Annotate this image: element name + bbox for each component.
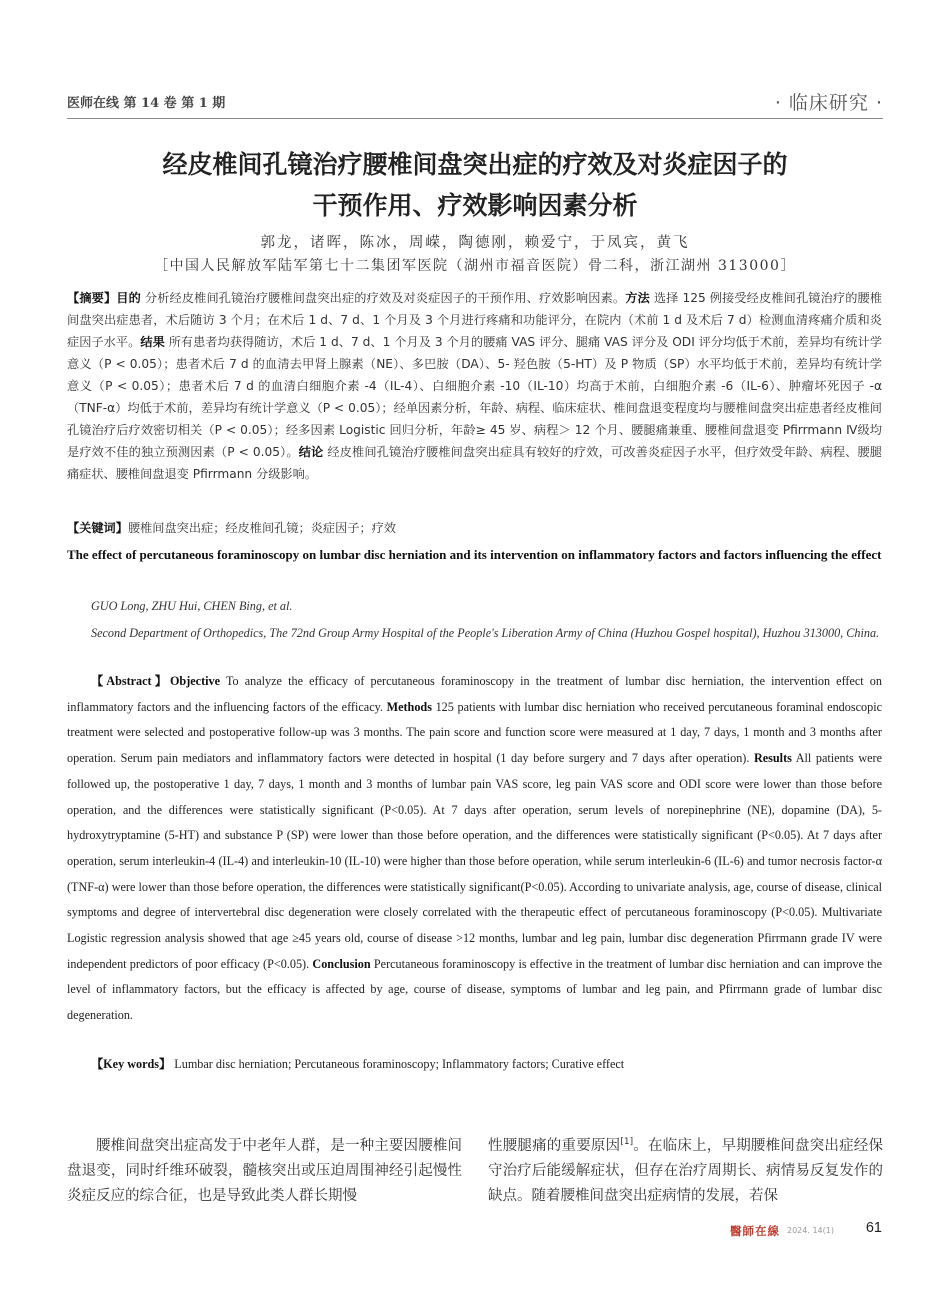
keywords-english xyxy=(67,1052,882,1076)
methods-en-label: Methods xyxy=(386,699,432,714)
keywords-chinese xyxy=(67,518,882,538)
body-right-text-2: 。在临床上，早期腰椎间盘突出症经保守治疗后能缓解症状，但存在治疗周期长、病情易反复发作的缺点。随着腰椎间盘突出症病情的发展，若保 xyxy=(488,1138,884,1204)
methods-text: 选择 125 例接受经皮椎间孔镜治疗的腰椎间盘突出症患者，术后随访 3 个月；在术后 1 d、7 d、1 个月及 3 个月进行疼痛和功能评分，在院内（术前 1 d 及术后 7 d）检测血清疼痛介质和炎症因子水平。 xyxy=(67,291,883,349)
conclusion-en-label: Conclusion xyxy=(312,956,371,971)
issue-number: 2024. 14(1) xyxy=(787,1226,834,1235)
page-footer xyxy=(730,1219,882,1243)
english-title: The effect of percutaneous foraminoscopy on lumbar disc herniation and its intervention on inflammatory factors and factors influencing the effect xyxy=(67,547,882,562)
keywords-text: 腰椎间盘突出症；经皮椎间孔镜；炎症因子；疗效 xyxy=(127,521,397,535)
results-en-label: Results xyxy=(753,751,792,766)
english-authors: GUO Long, ZHU Hui, CHEN Bing, et al. xyxy=(91,599,293,613)
conclusion-text: 经皮椎间孔镜治疗腰椎间盘突出症具有较好的疗效，可改善炎症因子水平，但疗效受年龄、病程、腰腿痛症状、腰椎间盘退变 Pfirrmann 分级影响。 xyxy=(67,445,882,481)
running-header xyxy=(67,88,883,118)
objective-en-label: Objective xyxy=(169,674,221,688)
body-right-column xyxy=(488,1134,883,1209)
objective-text: 分析经皮椎间孔镜治疗腰椎间盘突出症的疗效及对炎症因子的干预作用、疗效影响因素。 xyxy=(140,291,626,305)
section-label: · 临床研究 · xyxy=(774,92,883,114)
author-list: 郭龙，诸晖，陈冰，周嵘，陶德刚，赖爱宁，于凤宾，黄飞 xyxy=(260,235,690,251)
journal-info: 医师在线 第 14 卷 第 1 期 xyxy=(67,96,226,111)
abstract-en-label: 【Abstract】 xyxy=(91,674,170,688)
author-affiliation: ［中国人民解放军陆军第七十二集团军医院（湖州市福音医院）骨二科，浙江湖州 313000］ xyxy=(154,258,796,274)
conclusion-en-text: Percutaneous foraminoscopy is effective in the treatment of lumbar disc herniation and can improve the level of inflammatory factors, but the efficacy is affected by age, course of disease, symptoms of lumbar and leg pain, and Pfirrmann grade of lumbar disc degeneration. xyxy=(67,956,883,1023)
reference-marker[interactable]: [1] xyxy=(620,1137,634,1148)
abstract-chinese xyxy=(67,287,882,485)
title-line-2: 干预作用、疗效影响因素分析 xyxy=(312,191,638,220)
results-label: 结果 xyxy=(140,335,165,349)
body-right-text-1: 性腰腿痛的重要原因 xyxy=(488,1138,621,1154)
objective-en-text: To analyze the efficacy of percutaneous foraminoscopy in the treatment of lumbar disc herniation, the intervention effect on inflammatory factors and the influencing factors of the efficacy. xyxy=(67,674,882,714)
body-left-column: 腰椎间盘突出症高发于中老年人群，是一种主要因腰椎间盘退变，同时纤维环破裂，髓核突出或压迫周围神经引起慢性炎症反应的综合征，也是导致此类人群长期慢 xyxy=(67,1138,462,1204)
header-divider xyxy=(67,118,883,119)
keywords-label: 【关键词】 xyxy=(67,521,128,535)
abstract-label: 【摘要】 xyxy=(67,291,117,305)
results-en-text: All patients were followed up, the postoperative 1 day, 7 days, 1 month and 3 months of lumbar pain VAS score, leg pain VAS score and ODI score were lower than those before operation, and the differences were statistically significant (P<0.05). At 7 days after operation, serum levels of norepinephrine (NE), dopamine (DA), 5-hydroxytryptamine (5-HT) and substance P (SP) were lower than those before operation, and the differences were statistically significant (P<0.05). At 7 days after operation, serum interleukin-4 (IL-4) and interleukin-10 (IL-10) were higher than those before operation, while serum interleukin-6 (IL-6) and tumor necrosis factor-α (TNF-α) were lower than those before operation, the differences were statistically significant(P<0.05). According to univariate analysis, age, course of disease, clinical symptoms and degree of intervertebral disc degeneration were closely correlated with the therapeutic effect of percutaneous foraminoscopy (P<0.05). Multivariate Logistic regression analysis showed that age ≥45 years old, course of disease >12 months, lumbar and leg pain, lumbar disc degeneration Pfirrmann grade IV were independent predictors of poor efficacy (P<0.05). xyxy=(67,751,882,971)
keywords-en-label: 【Key words】 xyxy=(91,1057,172,1071)
title-line-1: 经皮椎间孔镜治疗腰椎间盘突出症的疗效及对炎症因子的 xyxy=(162,150,788,179)
methods-en-text: 125 patients with lumbar disc herniation who received percutaneous foraminal endoscopic treatment were selected and postoperative follow-up was 3 months. The pain score and function score were measured at 1 day, 7 days, 1 month and 3 months after operation. Serum pain mediators and inflammatory factors were detected in hospital (1 day before surgery and 7 days after operation). xyxy=(67,699,882,766)
conclusion-label: 结论 xyxy=(298,445,324,459)
journal-logo: 醫師在線 xyxy=(730,1224,780,1238)
page-number: 61 xyxy=(865,1220,882,1236)
results-text: 所有患者均获得随访，术后 1 d、7 d、1 个月及 3 个月的腰痛 VAS 评分、腿痛 VAS 评分及 ODI 评分均低于术前，差异均有统计学意义（P < 0.05）；患者术后 7 d 的血清去甲肾上腺素（NE）、多巴胺（DA）、5- 羟色胺（5-HT）及 P 物质（SP）水平均低于术前，差异均有统计学意义（P < 0.05）；患者术后 7 d 的血清白细胞介素 -4（IL-4）、白细胞介素 -10（IL-10）均高于术前，白细胞介素 -6（IL-6）、肿瘤坏死因子 -α（TNF-α）均低于术前，差异均有统计学意义（P < 0.05）；经单因素分析，年龄、病程、临床症状、椎间盘退变程度均与腰椎间盘突出症患者经皮椎间孔镜治疗后疗效密切相关（P < 0.05）；经多因素 Logistic 回归分析，年龄≥ 45 岁、病程＞ 12 个月、腰腿痛兼重、腰椎间盘退变 Pfirrmann Ⅳ级均是疗效不佳的独立预测因素（P < 0.05）。 xyxy=(67,335,883,459)
methods-label: 方法 xyxy=(625,291,650,305)
article-title xyxy=(67,144,883,226)
english-affiliation: Second Department of Orthopedics, The 72nd Group Army Hospital of the People's Liberation Army of China (Huzhou Gospel hospital), Huzhou 313000, China. xyxy=(91,626,880,640)
abstract-english xyxy=(67,669,882,1029)
keywords-en-text: Lumbar disc herniation; Percutaneous foraminoscopy; Inflammatory factors; Curative effect xyxy=(171,1057,625,1071)
objective-label: 目的 xyxy=(116,291,141,305)
